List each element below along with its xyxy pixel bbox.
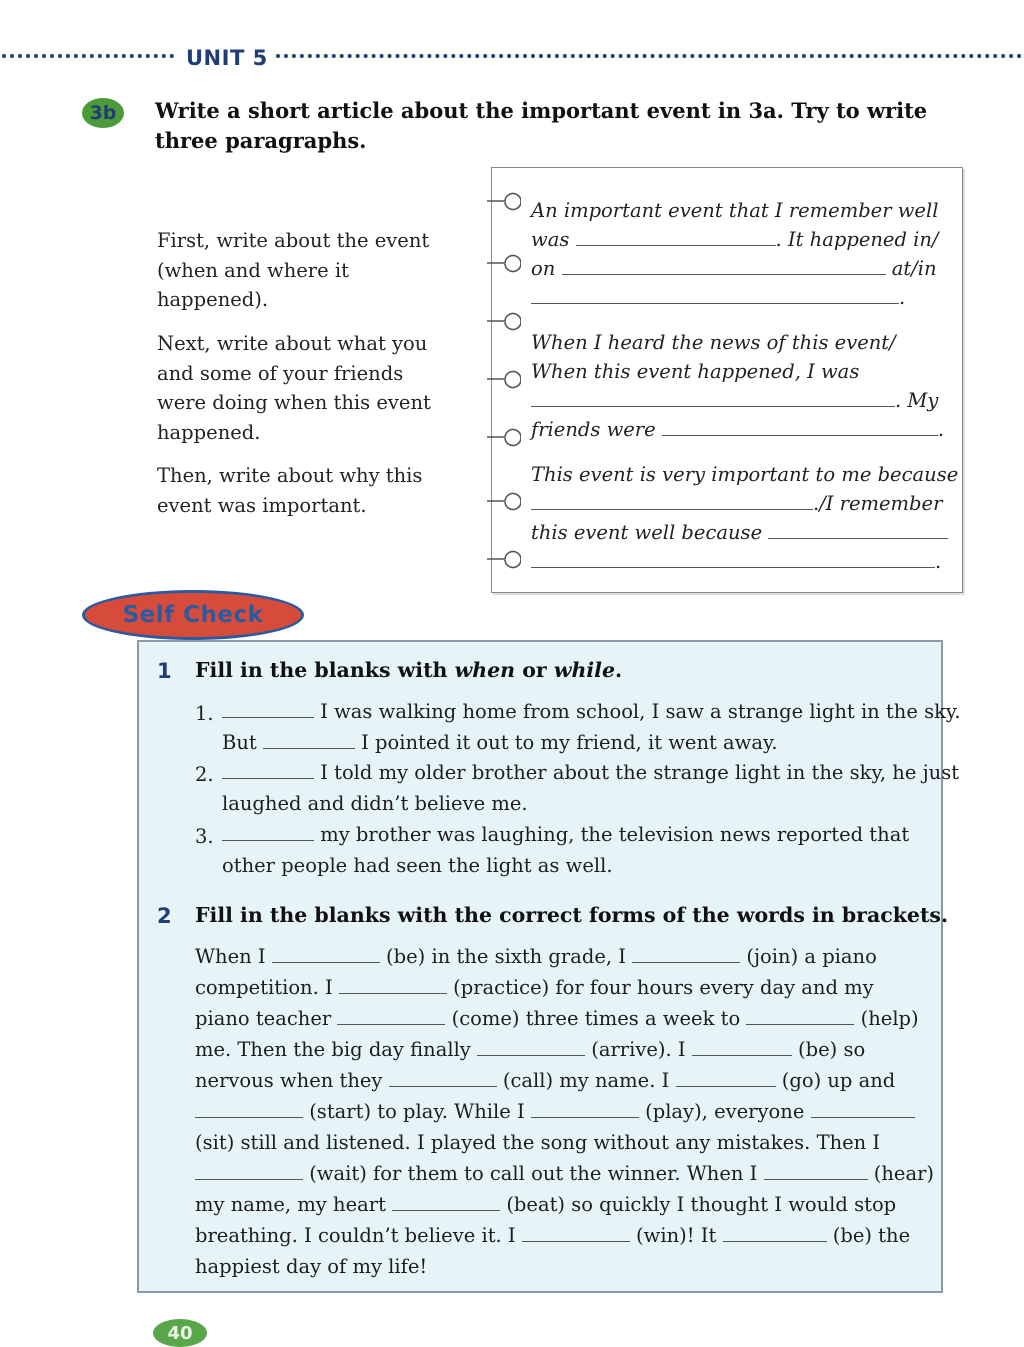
exercise-3b-instruction: Write a short article about the important event in 3a. Try to write three paragraphs. (155, 98, 928, 153)
blank-line[interactable] (389, 1066, 497, 1087)
guide-paragraph-1: First, write about the event (when and where it happened). (157, 229, 430, 311)
blank-line[interactable] (195, 1159, 303, 1180)
blank-line[interactable] (576, 225, 776, 246)
blank-line[interactable] (531, 547, 935, 568)
blank-line[interactable] (531, 489, 813, 510)
frame-line: An important event that I remember well (531, 199, 939, 222)
blank-line[interactable] (531, 1097, 639, 1118)
frame-line: This event is very important to me because (531, 463, 959, 486)
frame-line: . (531, 547, 949, 576)
blank-line[interactable] (692, 1035, 792, 1056)
frame-line: ./I remember (531, 489, 949, 518)
frame-line: When this event happened, I was (531, 360, 860, 383)
header-dots-left (2, 54, 174, 58)
exercise-2-line: (wait) for them to call out the winner. When I (hear) (195, 1159, 934, 1189)
exercise-1-number: 1 (157, 659, 172, 683)
blank-line[interactable] (723, 1221, 827, 1242)
ring-icon (485, 492, 521, 512)
exercise-2-line: competition. I (practice) for four hours every day and my (195, 973, 874, 1003)
item-number: 3. (195, 825, 214, 848)
exercise-2-line: my name, my heart (beat) so quickly I thought I would stop (195, 1190, 896, 1220)
guide-paragraph-3: Then, write about why this event was important. (157, 464, 423, 517)
item-number: 2. (195, 763, 214, 786)
self-check-badge (82, 590, 304, 640)
blank-line[interactable] (392, 1190, 500, 1211)
unit-title: UNIT 5 (186, 46, 268, 70)
exercise-1-item-1-line-1: I was walking home from school, I saw a strange light in the sky. (222, 697, 961, 727)
blank-line[interactable] (222, 758, 314, 779)
blank-line[interactable] (632, 942, 740, 963)
page-number: 40 (153, 1319, 207, 1347)
frame-line: on at/in (531, 254, 949, 283)
item-number: 1. (195, 702, 214, 725)
ring-icon (485, 192, 521, 212)
frame-line: . My (531, 386, 949, 415)
exercise-1-item-2-line-2: laughed and didn’t believe me. (222, 792, 528, 815)
exercise-1-item-3-line-1: my brother was laughing, the television news reported that (222, 820, 909, 850)
blank-line[interactable] (764, 1159, 868, 1180)
frame-line: was . It happened in/ (531, 225, 949, 254)
exercise-2-line: When I (be) in the sixth grade, I (join) a piano (195, 942, 877, 972)
exercise-2-line: nervous when they (call) my name. I (go) up and (195, 1066, 895, 1096)
exercise-2-number: 2 (157, 904, 172, 928)
blank-line[interactable] (339, 973, 447, 994)
exercise-2-line: (start) to play. While I (play), everyone (195, 1097, 915, 1127)
frame-line: friends were . (531, 415, 949, 444)
frame-line: . (531, 283, 949, 312)
blank-line[interactable] (337, 1004, 445, 1025)
frame-line: When I heard the news of this event/ (531, 331, 896, 354)
blank-line[interactable] (222, 697, 314, 718)
exercise-2-line: breathing. I couldn’t believe it. I (win)! It (be) the (195, 1221, 910, 1251)
blank-line[interactable] (263, 728, 355, 749)
exercise-2-line: me. Then the big day finally (arrive). I (be) so (195, 1035, 865, 1065)
exercise-2-title: Fill in the blanks with the correct forms of the words in brackets. (195, 903, 949, 927)
blank-line[interactable] (811, 1097, 915, 1118)
blank-line[interactable] (768, 518, 948, 539)
blank-line[interactable] (222, 820, 314, 841)
blank-line[interactable] (746, 1004, 854, 1025)
blank-line[interactable] (531, 283, 899, 304)
blank-line[interactable] (662, 415, 938, 436)
exercise-1-item-1-line-2: But I pointed it out to my friend, it went away. (222, 728, 778, 758)
blank-line[interactable] (562, 254, 886, 275)
ring-icon (485, 312, 521, 332)
exercise-1-title: Fill in the blanks with when or while. (195, 658, 623, 682)
exercise-3b-badge: 3b (82, 98, 124, 128)
self-check-label: Self Check (122, 602, 264, 628)
blank-line[interactable] (676, 1066, 776, 1087)
blank-line[interactable] (522, 1221, 630, 1242)
header-dots-right (276, 54, 1022, 58)
ring-icon (485, 370, 521, 390)
frame-line: this event well because (531, 518, 949, 547)
blank-line[interactable] (272, 942, 380, 963)
ring-icon (485, 428, 521, 448)
exercise-2-line: piano teacher (come) three times a week to (help) (195, 1004, 919, 1034)
ring-icon (485, 254, 521, 274)
ring-icon (485, 550, 521, 570)
exercise-1-item-2-line-1: I told my older brother about the strange light in the sky, he just (222, 758, 959, 788)
blank-line[interactable] (477, 1035, 585, 1056)
guide-paragraph-2: Next, write about what you and some of your friends were doing when this event happened. (157, 332, 431, 444)
exercise-2-line: (sit) still and listened. I played the song without any mistakes. Then I (195, 1131, 881, 1154)
exercise-1-item-3-line-2: other people had seen the light as well. (222, 854, 613, 877)
exercise-2-line: happiest day of my life! (195, 1255, 428, 1278)
blank-line[interactable] (531, 386, 895, 407)
blank-line[interactable] (195, 1097, 303, 1118)
